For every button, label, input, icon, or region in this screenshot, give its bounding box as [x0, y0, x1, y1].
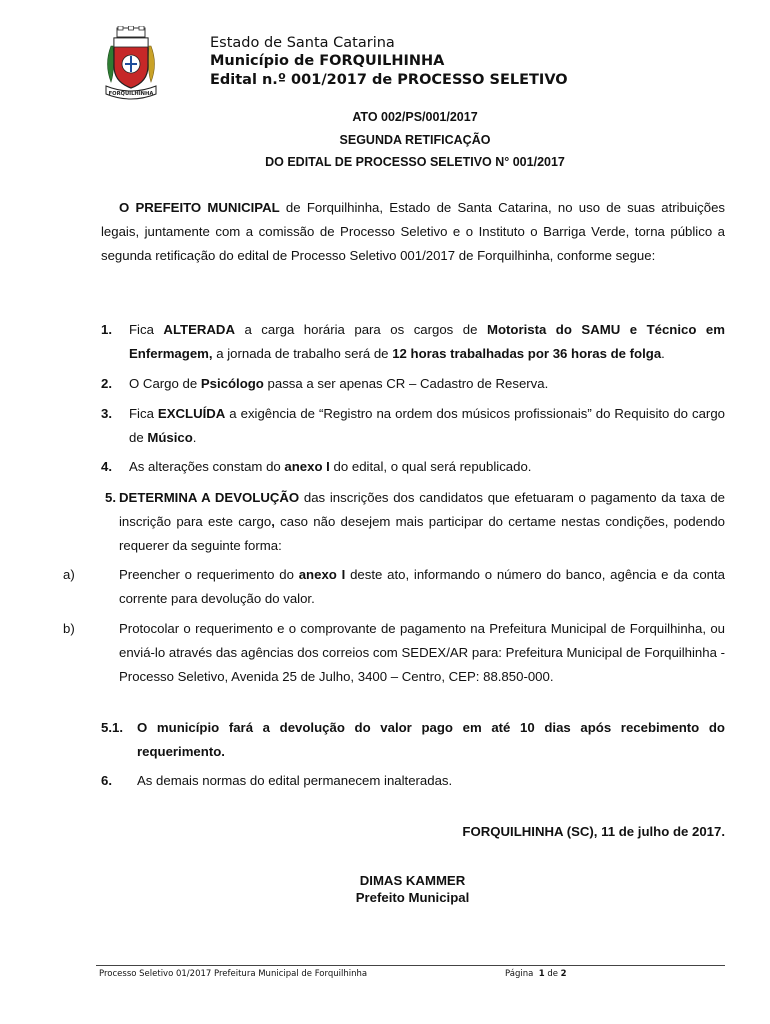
item-text: .: [192, 430, 197, 445]
list-item: [101, 455, 725, 479]
intro-paragraph: [101, 196, 725, 268]
intro-text: de Forquilhinha, Estado de Santa Catarina, no uso de suas atribuições legais, juntamente com a comissão de Processo Seletivo e o Instituto o Barriga Verde, torna público a segunda retificação do edital de Processo Seletivo 001/2017 de Forquilhinha, conforme segue:: [101, 200, 726, 263]
item-bold: 12 horas trabalhadas por 36 horas de folga: [392, 346, 662, 361]
page-label: Página: [505, 969, 534, 979]
signature-role: Prefeito Municipal: [355, 890, 470, 905]
coat-of-arms-logo: [103, 26, 159, 104]
item-text: Fica: [129, 406, 158, 421]
item-text: passa a ser apenas CR – Cadastro de Reserva.: [263, 376, 549, 391]
item-number: 1.: [101, 322, 112, 337]
item-bold: anexo I: [284, 459, 330, 474]
list-item: [63, 563, 725, 611]
item-number: 5.1.: [101, 720, 123, 735]
item-text: deste ato, informando o número do banco, agência e da conta corrente para devolução do valor.: [119, 567, 725, 606]
item-bold: Músico: [147, 430, 193, 445]
act-number: ATO 002/PS/001/2017: [352, 110, 478, 124]
item-text: caso não desejem mais participar do certame nestas condições, podendo requerer da seguinte forma:: [119, 514, 725, 553]
item-text: Protocolar o requerimento e o comprovante de pagamento na Prefeitura Municipal de Forquilhinha, ou enviá-lo através das agências dos correios com SEDEX/AR para: Prefeitura Municipal de Forquilhinha - Processo Seletivo, Avenida 25 de Julho, 3400 – Centro, CEP: 88.850-000.: [119, 621, 725, 684]
item-number: 3.: [101, 406, 112, 421]
item-number: 5.: [105, 490, 116, 505]
page-number: 1: [538, 969, 545, 979]
item-text: O Cargo de: [129, 376, 201, 391]
item-text: das inscrições dos candidatos que efetuaram o pagamento da taxa de inscrição para este cargo: [119, 490, 725, 529]
page-indicator: [505, 969, 567, 979]
item-text: a exigência de “Registro na ordem dos músicos profissionais” do Requisito do cargo de: [129, 406, 725, 445]
item-bold: Motorista do SAMU e Técnico em Enfermagem,: [129, 322, 725, 361]
item-bold: Psicólogo: [200, 376, 264, 391]
page-total: 2: [560, 969, 567, 979]
item-number: b): [63, 621, 75, 636]
item-bold: O município fará a devolução do valor pago em até 10 dias após recebimento do requerimento.: [137, 720, 725, 759]
footer-divider: [96, 965, 725, 966]
item-number: a): [63, 567, 75, 582]
item-text: As alterações constam do: [129, 459, 285, 474]
signature-name: DIMAS KAMMER: [359, 873, 466, 888]
item-text: .: [661, 346, 665, 361]
item-text: a carga horária para os cargos de: [234, 322, 487, 337]
item-text: Preencher o requerimento do: [119, 567, 299, 582]
item-text: Fica: [129, 322, 164, 337]
list-item: [101, 402, 725, 450]
page-of: de: [547, 969, 558, 979]
item-text: do edital, o qual será republicado.: [329, 459, 532, 474]
header-municipality: Município de FORQUILHINHA: [210, 53, 445, 69]
item-number: 4.: [101, 459, 112, 474]
item-bold: ALTERADA: [163, 322, 235, 337]
item-bold: EXCLUÍDA: [157, 406, 226, 421]
item-bold: ,: [271, 514, 275, 529]
document-title: SEGUNDA RETIFICAÇÃO: [339, 133, 491, 147]
document-subtitle: DO EDITAL DE PROCESSO SELETIVO N° 001/2017: [265, 155, 565, 169]
item-number: 6.: [101, 773, 112, 788]
intro-bold: O PREFEITO MUNICIPAL: [119, 200, 280, 215]
svg-text:FORQUILHINHA: FORQUILHINHA: [108, 91, 154, 97]
item-bold: anexo I: [298, 567, 346, 582]
list-item: [101, 769, 725, 793]
list-item: [101, 486, 725, 558]
item-bold: DETERMINA A DEVOLUÇÃO: [119, 490, 300, 505]
footer-text: Processo Seletivo 01/2017 Prefeitura Municipal de Forquilhinha: [99, 969, 368, 979]
list-item: [101, 372, 725, 396]
date-line: FORQUILHINHA (SC), 11 de julho de 2017.: [462, 824, 725, 839]
header-state: Estado de Santa Catarina: [210, 35, 395, 51]
list-item: [101, 318, 725, 366]
item-text: a jornada de trabalho será de: [212, 346, 393, 361]
item-number: 2.: [101, 376, 112, 391]
list-item: [63, 617, 725, 689]
list-item: [101, 716, 725, 764]
item-text: As demais normas do edital permanecem inalteradas.: [137, 773, 453, 788]
header-edict: Edital n.º 001/2017 de PROCESSO SELETIVO: [210, 72, 568, 88]
